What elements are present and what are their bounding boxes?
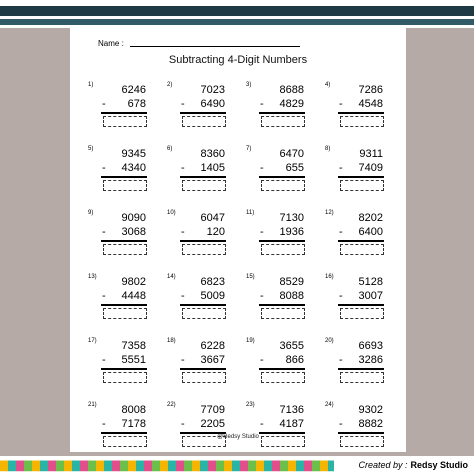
answer-rule [101, 368, 147, 370]
problem-number: 11) [246, 210, 255, 216]
minuend: 8688 [279, 84, 304, 96]
minuend: 3655 [279, 340, 304, 352]
problem-item [159, 78, 238, 142]
subtrahend: 120 [206, 226, 225, 238]
answer-box[interactable] [103, 308, 147, 319]
minus-sign: - [339, 226, 343, 238]
problem-item [80, 334, 159, 398]
problem-item [80, 142, 159, 206]
minus-sign: - [339, 290, 343, 302]
minus-sign: - [339, 98, 343, 110]
problem-item [238, 142, 317, 206]
problem-number: 7) [246, 146, 252, 152]
problem-number: 10) [167, 210, 176, 216]
answer-rule [101, 240, 147, 242]
problem-number: 4) [325, 82, 331, 88]
problem-number: 23) [246, 402, 255, 408]
problem-grid [80, 78, 396, 462]
name-line [130, 46, 300, 47]
problem-item [238, 78, 317, 142]
subtrahend: 7409 [358, 162, 383, 174]
created-by-label: Created by : [358, 460, 408, 470]
minus-sign: - [260, 290, 264, 302]
answer-rule [101, 112, 147, 114]
minuend: 6693 [358, 340, 383, 352]
subtrahend: 8088 [279, 290, 304, 302]
footer-border [0, 456, 474, 474]
problem-number: 17) [88, 338, 97, 344]
minuend: 6228 [200, 340, 225, 352]
subtrahend: 3007 [358, 290, 383, 302]
minus-sign: - [102, 354, 106, 366]
answer-rule [180, 368, 226, 370]
answer-box[interactable] [261, 244, 305, 255]
minus-sign: - [181, 418, 185, 430]
minuend: 8202 [358, 212, 383, 224]
subtrahend: 2205 [200, 418, 225, 430]
answer-rule [338, 240, 384, 242]
answer-box[interactable] [103, 116, 147, 127]
subtrahend: 8882 [358, 418, 383, 430]
problem-item [238, 206, 317, 270]
brand-name: Redsy Studio [410, 460, 468, 470]
subtrahend: 7178 [121, 418, 146, 430]
answer-rule [101, 176, 147, 178]
name-label: Name : [98, 39, 124, 48]
answer-box[interactable] [340, 372, 384, 383]
minus-sign: - [181, 354, 185, 366]
answer-box[interactable] [103, 372, 147, 383]
answer-box[interactable] [103, 180, 147, 191]
problem-item [159, 334, 238, 398]
answer-rule [180, 176, 226, 178]
minuend: 9802 [121, 276, 146, 288]
answer-rule [259, 112, 305, 114]
worksheet-page [70, 28, 406, 452]
minuend: 9345 [121, 148, 146, 160]
problem-item [238, 334, 317, 398]
subtrahend: 3286 [358, 354, 383, 366]
minuend: 9302 [358, 404, 383, 416]
minuend: 7286 [358, 84, 383, 96]
answer-rule [338, 368, 384, 370]
minus-sign: - [339, 418, 343, 430]
minuend: 7709 [200, 404, 225, 416]
minus-sign: - [339, 162, 343, 174]
answer-rule [180, 112, 226, 114]
subtrahend: 655 [285, 162, 304, 174]
minus-sign: - [102, 418, 106, 430]
answer-rule [338, 176, 384, 178]
answer-box[interactable] [261, 116, 305, 127]
minus-sign: - [260, 162, 264, 174]
subtrahend: 4187 [279, 418, 304, 430]
name-field [98, 39, 300, 48]
problem-number: 12) [325, 210, 334, 216]
problem-item [317, 334, 396, 398]
problem-item [80, 270, 159, 334]
problem-number: 9) [88, 210, 94, 216]
worksheet-title: Subtracting 4-Digit Numbers [168, 54, 308, 66]
problem-number: 14) [167, 274, 176, 280]
answer-rule [338, 112, 384, 114]
minus-sign: - [102, 98, 106, 110]
problem-number: 6) [167, 146, 173, 152]
subtrahend: 4448 [121, 290, 146, 302]
problem-number: 1) [88, 82, 94, 88]
problem-number: 24) [325, 402, 334, 408]
subtrahend: 678 [127, 98, 146, 110]
problem-item [317, 142, 396, 206]
answer-rule [259, 240, 305, 242]
minuend: 6823 [200, 276, 225, 288]
problem-item [159, 398, 238, 462]
answer-rule [180, 304, 226, 306]
problem-item [238, 398, 317, 462]
minus-sign: - [260, 226, 264, 238]
minuend: 9090 [121, 212, 146, 224]
minuend: 8008 [121, 404, 146, 416]
minuend: 8360 [200, 148, 225, 160]
subtrahend: 866 [285, 354, 304, 366]
problem-item [238, 270, 317, 334]
problem-number: 20) [325, 338, 334, 344]
minuend: 7358 [121, 340, 146, 352]
minuend: 7023 [200, 84, 225, 96]
minuend: 5128 [358, 276, 383, 288]
subtrahend: 5009 [200, 290, 225, 302]
problem-item [80, 78, 159, 142]
answer-box[interactable] [261, 372, 305, 383]
subtrahend: 3068 [121, 226, 146, 238]
answer-box[interactable] [340, 180, 384, 191]
minus-sign: - [339, 354, 343, 366]
minuend: 6470 [279, 148, 304, 160]
minuend: 8529 [279, 276, 304, 288]
problem-number: 19) [246, 338, 255, 344]
minus-sign: - [102, 162, 106, 174]
problem-item [317, 78, 396, 142]
problem-item [317, 206, 396, 270]
minus-sign: - [102, 290, 106, 302]
problem-number: 15) [246, 274, 255, 280]
answer-box[interactable] [340, 308, 384, 319]
answer-box[interactable] [182, 244, 226, 255]
answer-rule [180, 240, 226, 242]
subtrahend: 1405 [200, 162, 225, 174]
answer-box[interactable] [182, 372, 226, 383]
problem-item [317, 270, 396, 334]
answer-box[interactable] [340, 244, 384, 255]
answer-box[interactable] [103, 244, 147, 255]
subtrahend: 6400 [358, 226, 383, 238]
minus-sign: - [260, 418, 264, 430]
problem-item [159, 206, 238, 270]
problem-number: 3) [246, 82, 252, 88]
minus-sign: - [181, 98, 185, 110]
problem-number: 2) [167, 82, 173, 88]
problem-number: 5) [88, 146, 94, 152]
answer-rule [338, 304, 384, 306]
answer-box[interactable] [182, 116, 226, 127]
minuend: 6246 [121, 84, 146, 96]
problem-number: 18) [167, 338, 176, 344]
problem-item [159, 270, 238, 334]
minuend: 7136 [279, 404, 304, 416]
answer-box[interactable] [340, 116, 384, 127]
answer-box[interactable] [261, 308, 305, 319]
answer-rule [259, 304, 305, 306]
answer-box[interactable] [182, 308, 226, 319]
minus-sign: - [181, 226, 185, 238]
problem-number: 13) [88, 274, 97, 280]
minus-sign: - [260, 98, 264, 110]
answer-box[interactable] [261, 180, 305, 191]
problem-number: 8) [325, 146, 331, 152]
minus-sign: - [260, 354, 264, 366]
answer-rule [101, 304, 147, 306]
problem-item [159, 142, 238, 206]
minus-sign: - [181, 290, 185, 302]
answer-rule [259, 368, 305, 370]
problem-number: 16) [325, 274, 334, 280]
subtrahend: 1936 [279, 226, 304, 238]
subtrahend: 6490 [200, 98, 225, 110]
footer-brand [334, 456, 474, 474]
subtrahend: 4829 [279, 98, 304, 110]
problem-item [317, 398, 396, 462]
answer-box[interactable] [182, 180, 226, 191]
subtrahend: 4340 [121, 162, 146, 174]
answer-rule [259, 176, 305, 178]
problem-number: 22) [167, 402, 176, 408]
problem-number: 21) [88, 402, 97, 408]
credit-text: @Redsy Studio [217, 434, 259, 440]
minuend: 7130 [279, 212, 304, 224]
problem-item [80, 398, 159, 462]
minuend: 9311 [359, 148, 383, 160]
subtrahend: 3667 [200, 354, 225, 366]
subtrahend: 4548 [358, 98, 383, 110]
minus-sign: - [102, 226, 106, 238]
minuend: 6047 [200, 212, 225, 224]
problem-item [80, 206, 159, 270]
top-stripe-dark [0, 6, 474, 16]
subtrahend: 5551 [121, 354, 146, 366]
minus-sign: - [181, 162, 185, 174]
